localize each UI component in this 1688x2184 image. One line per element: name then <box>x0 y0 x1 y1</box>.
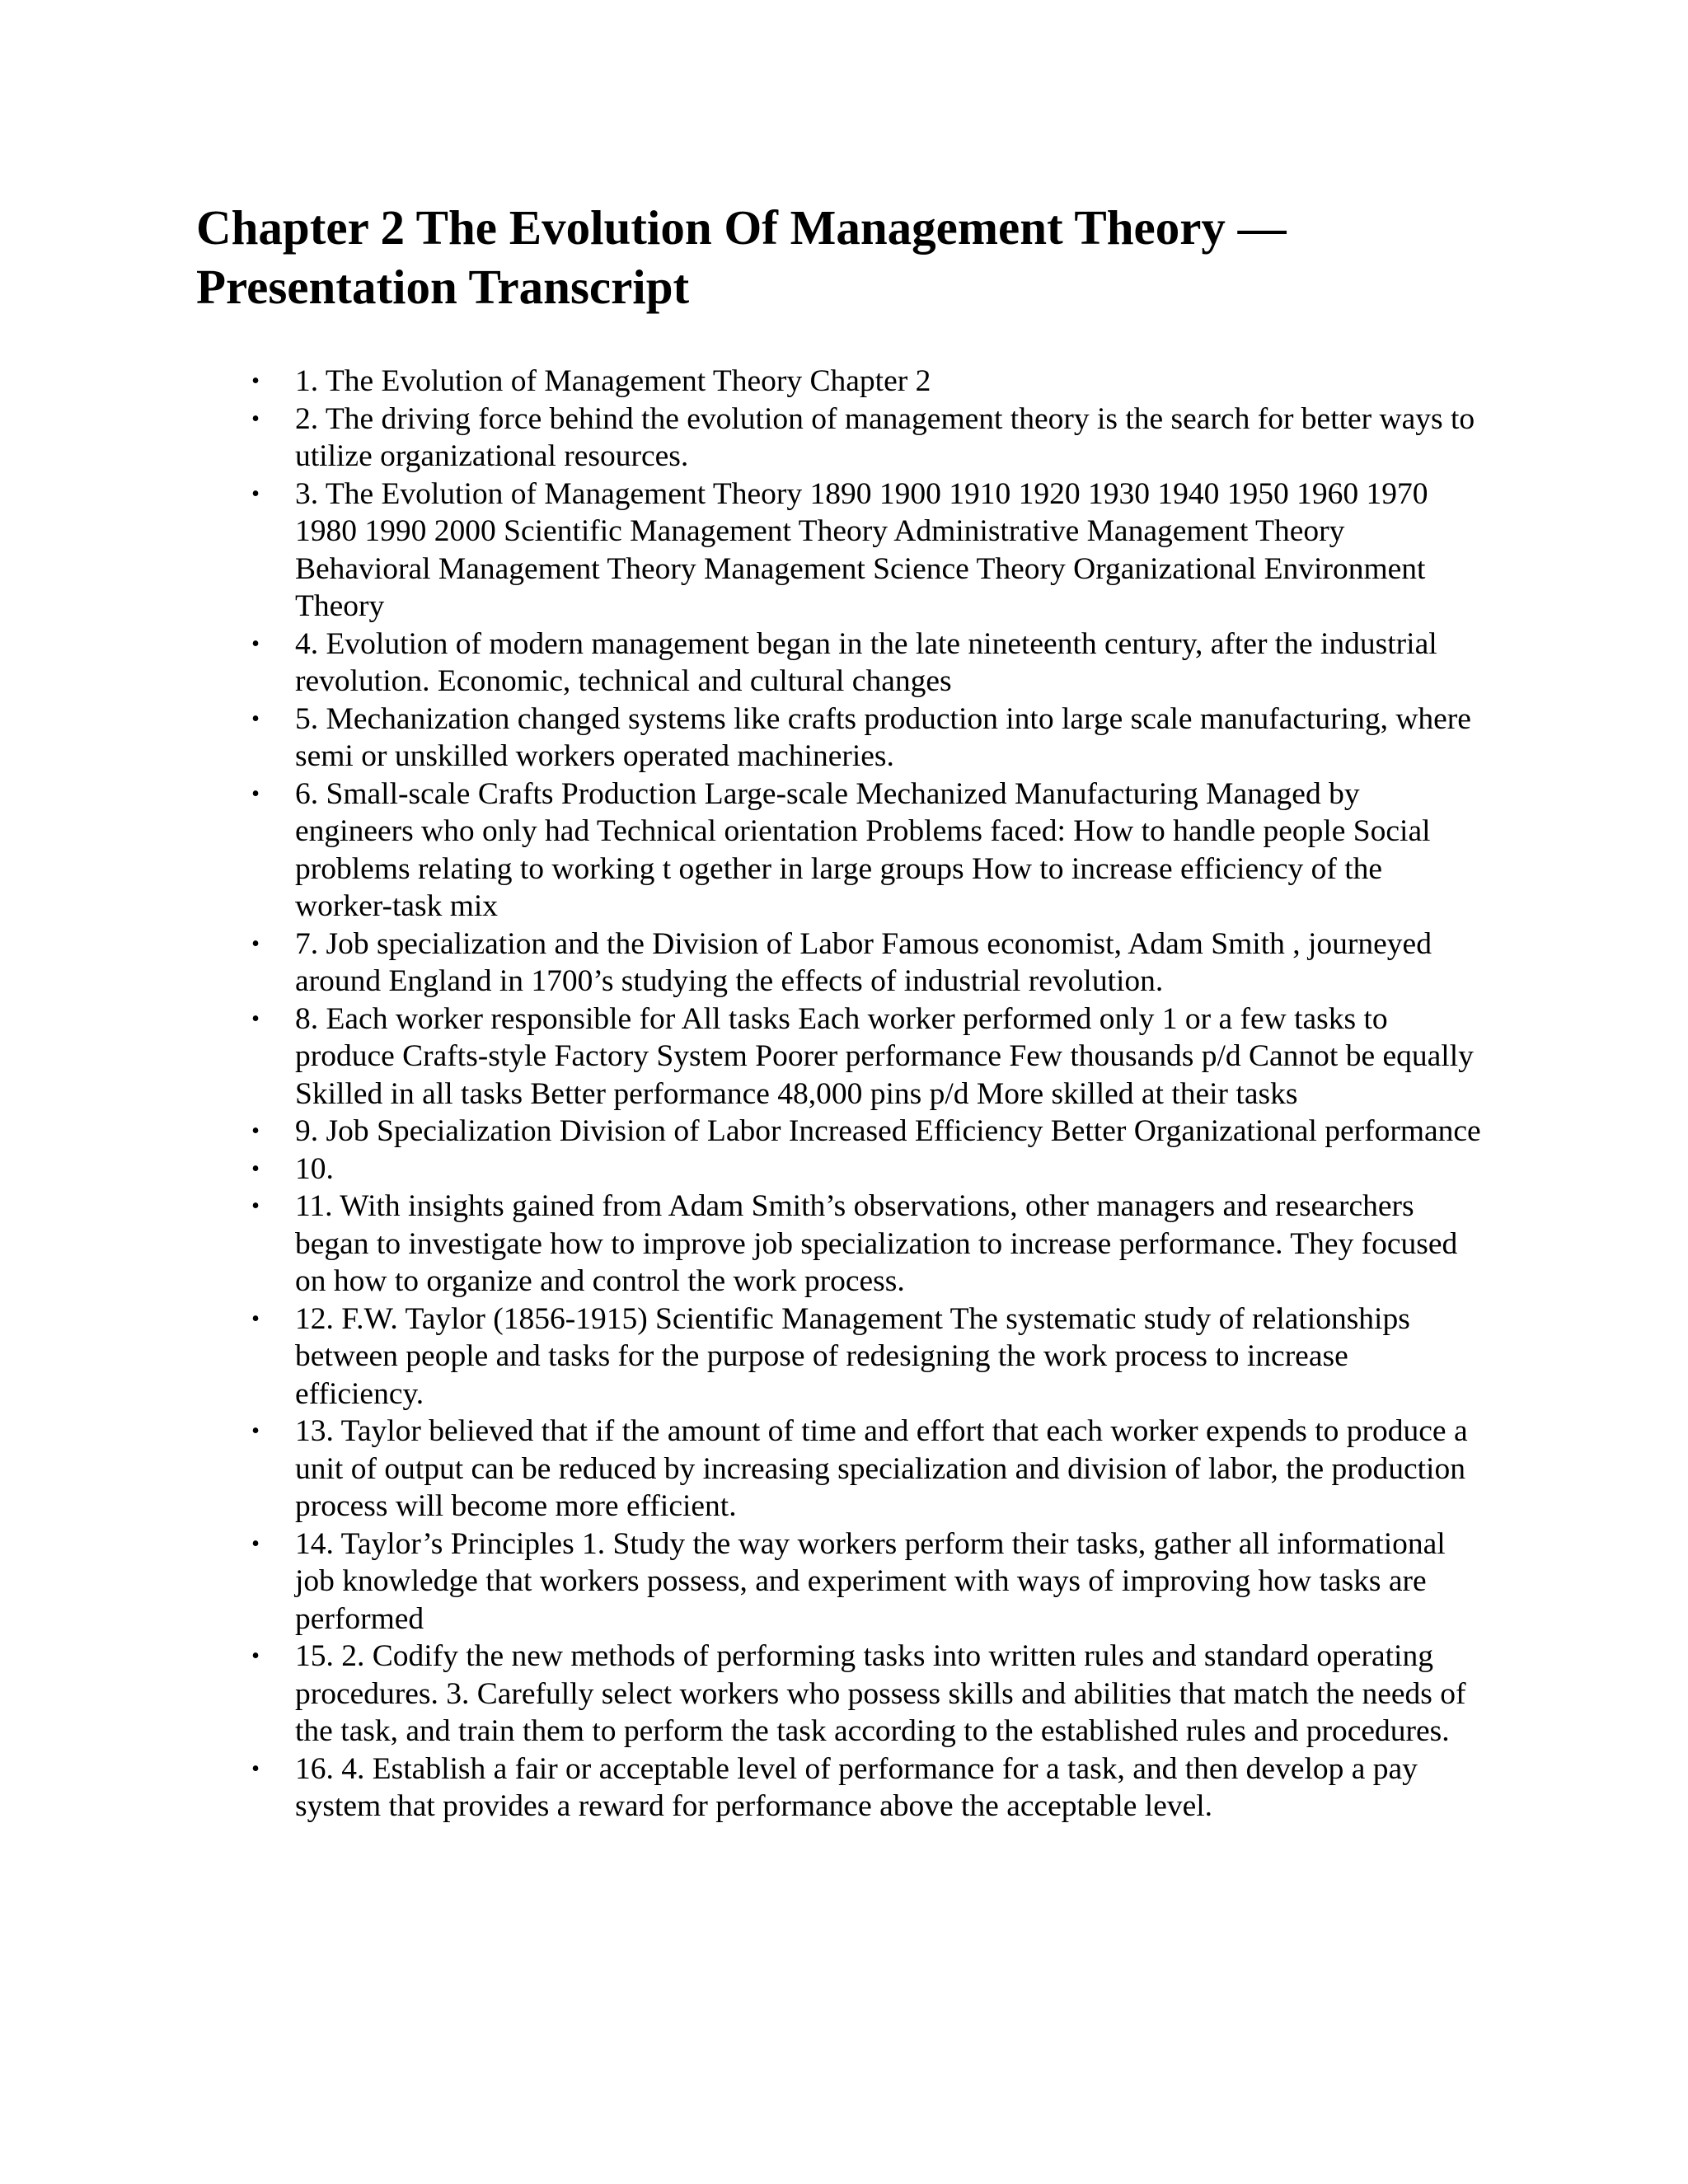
bullet-icon: • <box>251 405 260 432</box>
bullet-icon: • <box>251 1305 260 1332</box>
list-item <box>196 476 1482 626</box>
list-item <box>196 626 1482 701</box>
list-item-text: 2. The driving force behind the evolution of management theory is the search for better ways to utilize organizational resources. <box>295 401 1475 473</box>
list-item <box>196 401 1482 476</box>
list-item <box>196 1526 1482 1638</box>
list-item-text: 1. The Evolution of Management Theory Chapter 2 <box>295 364 931 398</box>
list-item-text: 13. Taylor believed that if the amount of time and effort that each worker expends to produce a unit of output can be reduced by increasing specialization and division of labor, the production process will become more efficient. <box>295 1414 1468 1523</box>
list-item-text: 11. With insights gained from Adam Smith’s observations, other managers and researchers began to investigate how to improve job specialization to increase performance. They focused on how to organize and control the work process. <box>295 1189 1458 1298</box>
list-item <box>196 1113 1482 1151</box>
bullet-icon: • <box>251 1530 260 1557</box>
list-item <box>196 701 1482 776</box>
list-item <box>196 1413 1482 1526</box>
bullet-icon: • <box>251 480 260 507</box>
bullet-icon: • <box>251 780 260 807</box>
bullet-icon: • <box>251 1193 260 1219</box>
list-item-text: 7. Job specialization and the Division of Labor Famous economist, Adam Smith , journeyed around England in 1700’s studying the effects of industrial revolution. <box>295 926 1432 998</box>
document-page <box>196 198 1482 1825</box>
bullet-icon: • <box>251 1118 260 1144</box>
bullet-icon: • <box>251 705 260 732</box>
list-item <box>196 776 1482 926</box>
list-item-text: 8. Each worker responsible for All tasks Each worker performed only 1 or a few tasks to produce Crafts-style Factory System Poorer performance Few thousands p/d Cannot be equally Skilled in all tasks Better performance 48,000 pins p/d More skilled at their tasks <box>295 1001 1474 1111</box>
bullet-icon: • <box>251 368 260 394</box>
bullet-icon: • <box>251 930 260 957</box>
transcript-list <box>196 363 1482 1825</box>
list-item <box>196 1188 1482 1301</box>
bullet-icon: • <box>251 1155 260 1182</box>
list-item-text: 14. Taylor’s Principles 1. Study the way workers perform their tasks, gather all informational job knowledge that workers possess, and experiment with ways of improving how tasks are performed <box>295 1526 1446 1636</box>
list-item-text: 15. 2. Codify the new methods of performing tasks into written rules and standard operating procedures. 3. Carefully select workers who possess skills and abilities that match the needs of the task, and train them to perform the task according to the established rules and procedures. <box>295 1639 1466 1748</box>
bullet-icon: • <box>251 1005 260 1032</box>
list-item-text: 16. 4. Establish a fair or acceptable level of performance for a task, and then develop a pay system that provides a reward for performance above the acceptable level. <box>295 1751 1418 1823</box>
bullet-icon: • <box>251 630 260 657</box>
list-item <box>196 1301 1482 1413</box>
list-item <box>196 1750 1482 1825</box>
document-title: Chapter 2 The Evolution Of Management Theory — Presentation Transcript <box>196 200 1287 314</box>
list-item-text: 9. Job Specialization Division of Labor Increased Efficiency Better Organizational performance <box>295 1114 1481 1148</box>
bullet-icon: • <box>251 1643 260 1669</box>
list-item <box>196 363 1482 401</box>
list-item <box>196 926 1482 1001</box>
list-item-text: 12. F.W. Taylor (1856-1915) Scientific Management The systematic study of relationships between people and tasks for the purpose of redesigning the work process to increase efficiency. <box>295 1301 1410 1411</box>
bullet-icon: • <box>251 1755 260 1782</box>
list-item-text: 5. Mechanization changed systems like crafts production into large scale manufacturing, where semi or unskilled workers operated machineries. <box>295 701 1471 773</box>
list-item <box>196 1638 1482 1750</box>
list-item-text: 10. <box>295 1151 334 1186</box>
list-item-text: 4. Evolution of modern management began in the late nineteenth century, after the industrial revolution. Economic, technical and cultural changes <box>295 626 1437 698</box>
list-item <box>196 1001 1482 1113</box>
list-item <box>196 1151 1482 1188</box>
list-item-text: 3. The Evolution of Management Theory 1890 1900 1910 1920 1930 1940 1950 1960 1970 1980 1990 2000 Scientific Management Theory Administrative Management Theory Behavioral Management Theory Management Science Theory Organizational Environment Theory <box>295 476 1428 623</box>
list-item-text: 6. Small-scale Crafts Production Large-scale Mechanized Manufacturing Managed by engineers who only had Technical orientation Problems faced: How to handle people Social problems relating to working t ogether in large groups How to increase efficiency of the worker-task mix <box>295 776 1431 923</box>
bullet-icon: • <box>251 1418 260 1444</box>
